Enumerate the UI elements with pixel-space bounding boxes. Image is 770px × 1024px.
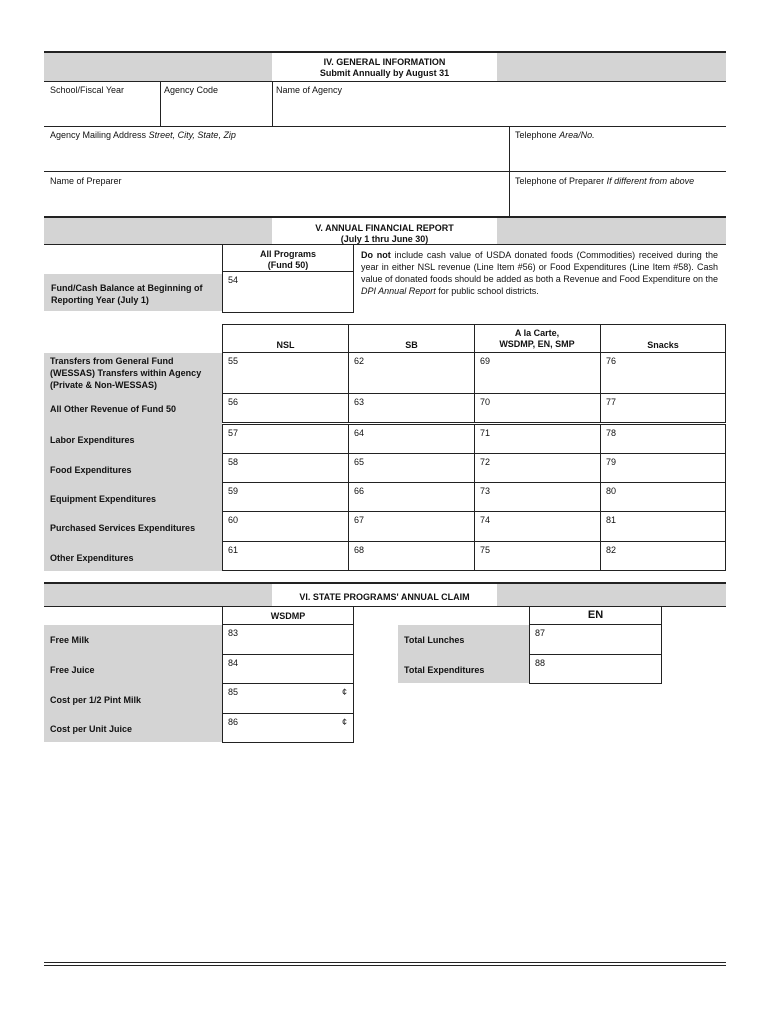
telephone-field[interactable] xyxy=(510,141,726,171)
input-cell[interactable] xyxy=(348,453,475,483)
input-cell[interactable] xyxy=(474,424,601,454)
line-number: 63 xyxy=(354,397,365,407)
en-header xyxy=(529,606,662,625)
rule xyxy=(44,81,726,82)
total-expenditures-input[interactable] xyxy=(529,654,662,684)
input-cell[interactable] xyxy=(600,352,726,394)
line-number: 81 xyxy=(606,515,617,525)
preparer-phone-field[interactable] xyxy=(510,187,726,217)
column-header-sb xyxy=(348,324,475,353)
wsdmp-header xyxy=(222,606,354,625)
input-cell[interactable] xyxy=(600,482,726,512)
line-number: 66 xyxy=(354,486,365,496)
line-number: 60 xyxy=(228,515,239,525)
input-cell[interactable] xyxy=(348,511,475,542)
line-number: 59 xyxy=(228,486,239,496)
section-vi-title: VI. STATE PROGRAMS' ANNUAL CLAIM xyxy=(299,592,470,602)
free-milk-input[interactable] xyxy=(222,624,354,655)
bottom-rule-2 xyxy=(44,965,726,966)
en-label: EN xyxy=(587,609,604,621)
row-label-other-revenue: All Other Revenue of Fund 50 xyxy=(50,404,177,414)
line-number: 74 xyxy=(480,515,491,525)
free-milk-label: Free Milk xyxy=(50,635,90,645)
column-label: NSL xyxy=(276,340,295,350)
school-year-label: School/Fiscal Year xyxy=(50,85,125,95)
fund-label: (Fund 50) xyxy=(267,260,309,270)
input-cell[interactable] xyxy=(474,541,601,571)
line-number: 78 xyxy=(606,428,617,438)
column-header-alacarte xyxy=(474,324,601,353)
header-shade-left xyxy=(44,218,272,244)
mailing-address-label xyxy=(50,130,236,140)
header-shade-left xyxy=(44,53,272,81)
cents-unit: ¢ xyxy=(341,717,347,727)
line-number: 79 xyxy=(606,457,617,467)
agency-name-field[interactable] xyxy=(273,95,726,125)
agency-code-field[interactable] xyxy=(161,95,271,125)
input-cell[interactable] xyxy=(348,393,475,423)
line-number: 57 xyxy=(228,428,239,438)
row-label-equipment: Equipment Expenditures xyxy=(50,494,157,504)
header-shade-right xyxy=(497,218,726,244)
telephone-label-text: Telephone xyxy=(515,130,557,140)
line-number: 64 xyxy=(354,428,365,438)
free-juice-input[interactable] xyxy=(222,654,354,684)
input-cell[interactable] xyxy=(348,424,475,454)
wsdmp-label: WSDMP xyxy=(270,611,306,621)
input-cell[interactable] xyxy=(600,393,726,423)
line-number: 84 xyxy=(228,658,239,668)
input-cell[interactable] xyxy=(600,511,726,542)
input-cell[interactable] xyxy=(222,424,349,454)
cost-milk-input[interactable] xyxy=(222,683,354,714)
all-programs-title xyxy=(223,249,353,271)
input-cell[interactable] xyxy=(222,352,349,394)
rule xyxy=(44,126,726,127)
line-number: 55 xyxy=(228,356,239,366)
free-juice-label: Free Juice xyxy=(50,665,95,675)
line-number: 77 xyxy=(606,397,617,407)
note-report-name: DPI Annual Report xyxy=(361,286,436,296)
section-v-heading: V. ANNUAL FINANCIAL REPORT xyxy=(315,223,454,233)
line-number: 61 xyxy=(228,545,239,555)
input-cell[interactable] xyxy=(348,541,475,571)
note-text-1: include cash value of USDA donated foods (Commodities) received during the year in either NSL revenue (Line Item #56) or Food Expenditures (Line Item #58). Cash value of donated foods should be added as both a Revenue and Food Expenditure on the xyxy=(361,250,719,284)
total-lunches-label: Total Lunches xyxy=(404,635,465,645)
line-number: 70 xyxy=(480,397,491,407)
input-cell[interactable] xyxy=(474,393,601,423)
total-expenditures-label: Total Expenditures xyxy=(404,665,485,675)
total-lunches-input[interactable] xyxy=(529,624,662,655)
line-number: 86 xyxy=(228,717,239,727)
balance-label: Fund/Cash Balance at Beginning of Reporting Year (July 1) xyxy=(51,283,203,305)
header-shade-right xyxy=(497,584,726,606)
telephone-label xyxy=(515,130,595,140)
all-programs-header xyxy=(222,244,354,272)
line-number: 54 xyxy=(228,275,239,285)
row-label-food: Food Expenditures xyxy=(50,465,132,475)
input-cell[interactable] xyxy=(600,453,726,483)
line-number: 56 xyxy=(228,397,239,407)
input-cell[interactable] xyxy=(348,482,475,512)
line-number: 75 xyxy=(480,545,491,555)
mailing-label-text: Agency Mailing Address xyxy=(50,130,147,140)
header-shade-left xyxy=(44,584,272,606)
line-number: 83 xyxy=(228,628,239,638)
line-number: 71 xyxy=(480,428,491,438)
cents-unit: ¢ xyxy=(341,687,347,697)
input-cell[interactable] xyxy=(474,453,601,483)
line-number: 73 xyxy=(480,486,491,496)
cost-juice-label: Cost per Unit Juice xyxy=(50,724,133,734)
header-shade-right xyxy=(497,53,726,81)
line-number: 65 xyxy=(354,457,365,467)
preparer-field[interactable] xyxy=(44,187,509,217)
section-v-title xyxy=(272,223,497,245)
input-cell[interactable] xyxy=(222,393,349,423)
section-iv-heading: IV. GENERAL INFORMATION xyxy=(323,57,446,67)
section-iv-subheading: Submit Annually by August 31 xyxy=(319,68,450,78)
bottom-rule-1 xyxy=(44,962,726,963)
line-number: 87 xyxy=(535,628,546,638)
input-cell[interactable] xyxy=(474,511,601,542)
column-header-nsl xyxy=(222,324,349,353)
cost-milk-label: Cost per 1/2 Pint Milk xyxy=(50,695,142,705)
section-v-subheading: (July 1 thru June 30) xyxy=(340,234,429,244)
school-year-field[interactable] xyxy=(44,95,160,125)
section-iv-title xyxy=(272,57,497,79)
preparer-phone-label xyxy=(515,176,694,186)
telephone-hint: Area/No. xyxy=(559,130,595,140)
mailing-hint: Street, City, State, Zip xyxy=(148,130,236,140)
column-header-snacks xyxy=(600,324,726,353)
input-cell[interactable] xyxy=(222,511,349,542)
line-number: 82 xyxy=(606,545,617,555)
cost-juice-input[interactable] xyxy=(222,713,354,743)
commodities-note xyxy=(361,249,718,297)
line-number: 62 xyxy=(354,356,365,366)
rule xyxy=(44,171,726,172)
rule xyxy=(44,244,726,245)
row-label-transfers: Transfers from General Fund (WESSAS) Transfers within Agency (Private & Non-WESSAS) xyxy=(50,356,202,390)
line-number: 58 xyxy=(228,457,239,467)
input-cell[interactable] xyxy=(474,482,601,512)
agency-name-label: Name of Agency xyxy=(276,85,343,95)
preparer-phone-label-text: Telephone of Preparer xyxy=(515,176,605,186)
row-label-other-expenditures: Other Expenditures xyxy=(50,553,134,563)
preparer-label: Name of Preparer xyxy=(50,176,122,186)
note-emphasis: Do not xyxy=(361,250,391,260)
input-cell[interactable] xyxy=(600,541,726,571)
input-cell[interactable] xyxy=(600,424,726,454)
line-number: 69 xyxy=(480,356,491,366)
line-number: 85 xyxy=(228,687,239,697)
column-label: SB xyxy=(405,340,418,350)
note-text-2: for public school districts. xyxy=(435,286,539,296)
input-cell[interactable] xyxy=(348,352,475,394)
input-cell[interactable] xyxy=(222,541,349,571)
row-label-labor: Labor Expenditures xyxy=(50,435,135,445)
agency-code-label: Agency Code xyxy=(164,85,219,95)
line-number: 67 xyxy=(354,515,365,525)
line-number: 68 xyxy=(354,545,365,555)
input-cell[interactable] xyxy=(222,482,349,512)
all-programs-label: All Programs xyxy=(259,249,317,259)
column-label: A la Carte, WSDMP, EN, SMP xyxy=(499,328,575,349)
line-number: 80 xyxy=(606,486,617,496)
mailing-address-field[interactable] xyxy=(44,141,509,171)
line-number: 88 xyxy=(535,658,546,668)
line-number: 76 xyxy=(606,356,617,366)
input-cell[interactable] xyxy=(474,352,601,394)
line-number: 72 xyxy=(480,457,491,467)
input-cell[interactable] xyxy=(222,453,349,483)
preparer-phone-hint: If different from above xyxy=(606,176,695,186)
column-label: Snacks xyxy=(647,340,679,350)
balance-input[interactable] xyxy=(222,271,354,313)
row-label-purchased-services: Purchased Services Expenditures xyxy=(50,523,196,533)
